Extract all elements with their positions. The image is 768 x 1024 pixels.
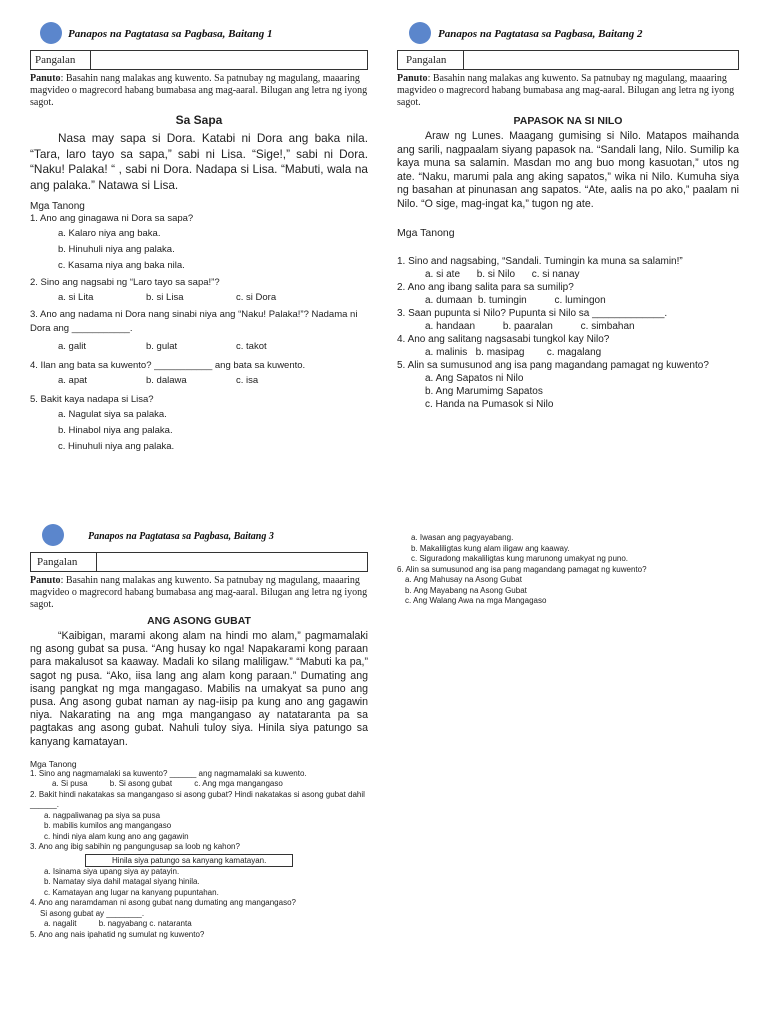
- grade2-story: Araw ng Lunes. Maagang gumising si Nilo. Matapos maihanda ang sarili, nagpaalam siyang papasok na. “Sandali lang, Nilo. Sumilip ka kaya muna sa salamin. Masdan mo ang buo mong kasuotan,” utos ng ate. “Naku, marumi pala ang aking sapatos,” wika ni Nilo. Kumuha siya ng basahan at pinunasan ang sapatos. “Ate, aalis na po ako,” paalam ni Nilo. “O sige, mag-ingat ka,” tugon ng ate.: [397, 130, 739, 210]
- grade1-q2-options: [30, 290, 368, 306]
- grade3-q6-option-a[interactable]: a. Ang Mahusay na Asong Gubat: [405, 575, 522, 584]
- instructions-text: : Basahin nang malakas ang kuwento. Sa patnubay ng magulang, maaaring magvideo o magrecord habang bumabasa ang mag-aaral. Bilugan ang letra ng iyong sagot.: [397, 73, 735, 108]
- grade2-q5: 5. Alin sa sumusunod ang isa pang magandang pamagat ng kuwento?: [397, 360, 709, 371]
- grade2-name-field[interactable]: [397, 50, 739, 70]
- grade3-story-title: ANG ASONG GUBAT: [147, 615, 251, 627]
- grade1-header: [30, 22, 368, 48]
- grade2-q3: 3. Saan pupunta si Nilo? Pupunta si Nilo sa _____________.: [397, 308, 668, 319]
- grade3-q5: 5. Ano ang nais ipahatid ng sumulat ng kuwento?: [30, 929, 205, 939]
- grade3-q4: 4. Ano ang naramdaman ni asong gubat nang dumating ang mangangaso?: [30, 898, 296, 908]
- grade3-q6-option-b[interactable]: b. Ang Mayabang na Asong Gubat: [405, 585, 527, 595]
- grade3-q4-options[interactable]: a. nagalit b. nagyabang c. nataranta: [44, 919, 192, 929]
- grade3-q3-boxed-sentence-row: [30, 853, 368, 867]
- grade3-q1: 1. Sino ang nagmamalaki sa kuwento? ______ ang nagmamalaki sa kuwento.: [30, 768, 307, 778]
- grade2-q5-option-b[interactable]: b. Ang Marumimg Sapatos: [425, 386, 543, 397]
- grade2-questions-label: Mga Tanong: [397, 227, 455, 239]
- grade3-q1-options[interactable]: a. Si pusa b. Si asong gubat c. Ang mga mangangaso: [52, 779, 283, 789]
- grade1-q5-option-c[interactable]: c. Hinuhuli niya ang palaka.: [58, 441, 175, 452]
- grade1-q3-option-b[interactable]: b. gulat: [146, 341, 178, 352]
- instructions-text: : Basahin nang malakas ang kuwento. Sa patnubay ng magulang, maaaring magvideo o magrecord habang bumabasa ang mag-aaral. Bilugan ang letra ng iyong sagot.: [30, 73, 368, 108]
- grade2-section: [397, 22, 739, 411]
- grade2-q5-option-c[interactable]: c. Handa na Pumasok si Nilo: [425, 399, 554, 410]
- grade1-q2-option-c[interactable]: c. si Dora: [236, 292, 277, 303]
- grade1-q2-option-a[interactable]: a. si Lita: [58, 292, 94, 303]
- grade2-story-title: PAPASOK NA SI NILO: [513, 115, 623, 127]
- name-label: Pangalan: [398, 51, 464, 69]
- grade3-q6-option-c[interactable]: c. Ang Walang Awa na mga Mangagaso: [405, 596, 547, 605]
- grade2-header: [397, 22, 739, 48]
- grade1-q1: 1. Ano ang ginagawa ni Dora sa sapa?: [30, 213, 194, 224]
- grade2-q2-options[interactable]: a. dumaan b. tumingin c. lumingon: [425, 295, 606, 306]
- grade3-q5-option-a[interactable]: a. Iwasan ang pagyayabang.: [411, 533, 514, 542]
- instructions-text: : Basahin nang malakas ang kuwento. Sa patnubay ng magulang, maaaring magvideo o magrecord habang bumabasa ang mag-aaral. Bilugan ang letra ng iyong sagot.: [30, 575, 368, 610]
- grade1-q4-options: [30, 373, 368, 389]
- grade1-q4: 4. Ilan ang bata sa kuwento? ___________ ang bata sa kuwento.: [30, 360, 306, 371]
- grade3-q2-option-b[interactable]: b. mabilis kumilos ang mangangaso: [44, 821, 172, 831]
- grade3-q3: 3. Ano ang ibig sabihin ng pangungusap sa loob ng kahon?: [30, 842, 240, 852]
- grade1-name-field[interactable]: [30, 50, 368, 70]
- circle-icon: [409, 22, 431, 44]
- instructions-label: Panuto: [30, 73, 61, 84]
- grade1-q5-option-b[interactable]: b. Hinabol niya ang palaka.: [58, 425, 173, 436]
- grade3-name-field[interactable]: [30, 552, 368, 572]
- grade1-q3-options: [30, 339, 368, 355]
- instructions-label: Panuto: [30, 575, 61, 586]
- name-label: Pangalan: [31, 51, 91, 69]
- grade2-q1-options[interactable]: a. si ate b. si Nilo c. si nanay: [425, 269, 580, 280]
- grade3-q4-continuation: Si asong gubat ay ________.: [40, 908, 145, 918]
- grade3-instructions: [30, 575, 368, 611]
- grade3-q3-option-c[interactable]: c. Kamatayan ang lugar na kanyang pupuntahan.: [44, 887, 219, 897]
- grade3-q5-option-b[interactable]: b. Makaliligtas kung alam iligaw ang kaaway.: [411, 543, 570, 553]
- grade1-q3-option-a[interactable]: a. galit: [58, 341, 86, 352]
- grade1-q2-option-b[interactable]: b. si Lisa: [146, 292, 184, 303]
- grade3-q5-option-c[interactable]: c. Siguradong makaliligtas kung marunong umakyat ng puno.: [411, 554, 629, 563]
- grade2-instructions: [397, 73, 739, 109]
- grade1-q2: 2. Sino ang nagsabi ng “Laro tayo sa sapa!”?: [30, 277, 220, 288]
- grade3-section: [30, 524, 368, 940]
- grade1-section: [30, 22, 368, 455]
- grade2-q5-option-a[interactable]: a. Ang Sapatos ni Nilo: [425, 373, 524, 384]
- grade1-instructions: [30, 73, 368, 109]
- grade1-q4-option-c[interactable]: c. isa: [236, 375, 259, 386]
- grade1-q1-option-a[interactable]: a. Kalaro niya ang baka.: [58, 228, 161, 239]
- grade1-q4-option-a[interactable]: a. apat: [58, 375, 88, 386]
- grade1-q5-option-a[interactable]: a. Nagulat siya sa palaka.: [58, 409, 167, 420]
- grade2-q4: 4. Ano ang salitang nagsasabi tungkol kay Nilo?: [397, 334, 610, 345]
- grade1-q1-option-b[interactable]: b. Hinuhuli niya ang palaka.: [58, 244, 175, 255]
- grade3-q3-option-a[interactable]: a. Isinama siya upang siya ay patayin.: [44, 866, 180, 876]
- grade3-q2: 2. Bakit hindi nakatakas sa mangangaso si asong gubat? Hindi nakatakas si asong gubat dahil ______.: [30, 789, 365, 810]
- grade2-q4-options[interactable]: a. malinis b. masipag c. magalang: [425, 347, 602, 358]
- grade1-header-title: Panapos na Pagtatasa sa Pagbasa, Baitang 1: [68, 28, 273, 40]
- grade1-q5: 5. Bakit kaya nadapa si Lisa?: [30, 394, 154, 405]
- grade2-q1: 1. Sino and nagsabing, “Sandali. Tumingin ka muna sa salamin!”: [397, 256, 683, 267]
- grade2-header-title: Panapos na Pagtatasa sa Pagbasa, Baitang 2: [438, 28, 643, 40]
- grade3-q2-option-c[interactable]: c. hindi niya alam kung ano ang gagawin: [44, 831, 189, 841]
- grade2-q3-options[interactable]: a. handaan b. paaralan c. simbahan: [425, 321, 635, 332]
- grade3-q6: 6. Alin sa sumusunod ang isa pang magandang pamagat ng kuwento?: [397, 564, 647, 574]
- grade1-q4-option-b[interactable]: b. dalawa: [146, 375, 187, 386]
- grade3-continuation: [397, 533, 739, 607]
- instructions-label: Panuto: [397, 73, 428, 84]
- grade1-q3: 3. Ano ang nadama ni Dora nang sinabi niya ang “Naku! Palaka!”? Nadama ni Dora ang ___________.: [30, 309, 358, 334]
- grade3-header-title: Panapos na Pagtatasa sa Pagbasa, Baitang 3: [88, 531, 274, 542]
- grade3-q3-option-b[interactable]: b. Namatay siya dahil matagal siyang hinila.: [44, 877, 200, 887]
- circle-icon: [42, 524, 64, 546]
- grade3-q3-boxed-sentence: Hinila siya patungo sa kanyang kamatayan.: [85, 854, 293, 867]
- grade1-story: Nasa may sapa si Dora. Katabi ni Dora ang baka nila. “Tara, laro tayo sa sapa,” sabi ni Lisa. “Sige!,” sabi ni Dora. “Naku! Palaka! “ , sabi ni Dora. Nadapa si Lisa. “Mabuti, wala na ang palaka.” Natawa si Lisa.: [30, 131, 368, 192]
- grade2-q2: 2. Ano ang ibang salita para sa sumilip?: [397, 282, 574, 293]
- circle-icon: [40, 22, 62, 44]
- grade3-questions-label: Mga Tanong: [30, 758, 77, 769]
- grade1-q1-option-c[interactable]: c. Kasama niya ang baka nila.: [58, 260, 185, 271]
- grade3-q2-option-a[interactable]: a. nagpaliwanag pa siya sa pusa: [44, 810, 161, 820]
- grade3-story: “Kaibigan, marami akong alam na hindi mo alam,” pagmamalaki ng asong gubat sa pusa. “Ang husay ko nga! Napakarami kong paraan para makalusot sa kaaway. Madali ko silang maliligaw.” “Mabuti ka pa,” sagot ng pusa. “Ako, iisa lang ang alam kong paraan.” Dumating ang isang pangkat ng mga mangagaso. Mabilis na umakyat sa puno ang pusa. Ang asong gubat naman ay nag-iisip pa kung ano ang gagawin niya. Nakarating na ang mga mangangaso ay natataranta pa sa pagtakas ang asong gubat. Nahuli tuloy siya. Hinila siya patungo sa kanyang kamatayan.: [30, 630, 368, 748]
- grade1-story-title: Sa Sapa: [175, 113, 223, 127]
- grade3-header: [30, 524, 368, 550]
- grade1-q3-option-c[interactable]: c. takot: [236, 341, 267, 352]
- name-label: Pangalan: [31, 553, 97, 571]
- grade1-questions-label: Mga Tanong: [30, 201, 85, 212]
